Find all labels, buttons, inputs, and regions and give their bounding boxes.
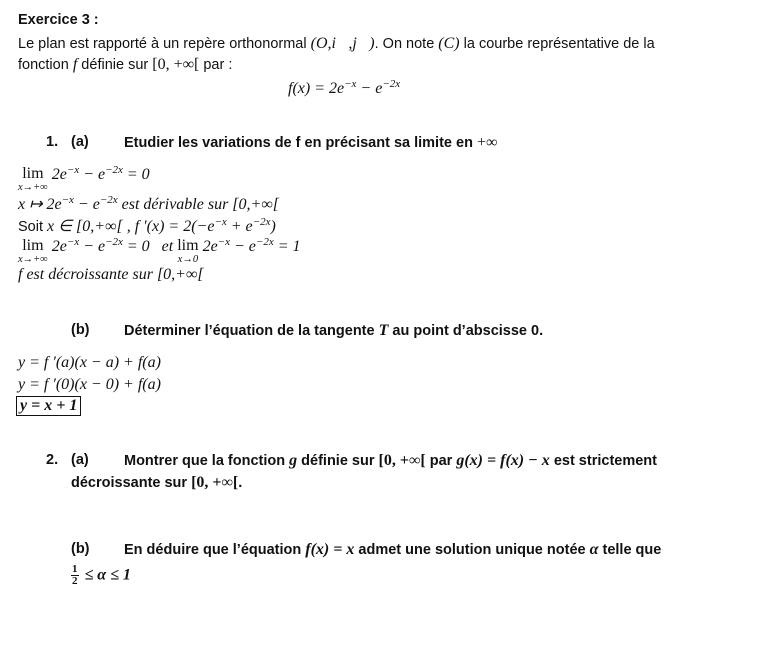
expr: ) [270, 218, 276, 235]
expr: 2e [198, 238, 218, 255]
question-2a-text-line-2 [71, 474, 242, 492]
expr: x ↦ 2e [18, 196, 62, 213]
intro-text: Le plan est rapporté à un repère orthonormal [18, 36, 311, 52]
exponent: −x [217, 236, 230, 248]
alpha-symbol: α [589, 541, 599, 558]
function-name: f [72, 56, 78, 73]
question-text: est strictement [549, 453, 657, 469]
fraction-denominator: 2 [72, 575, 78, 587]
expr: = 0 et [122, 238, 178, 255]
question-text: décroissante sur [71, 475, 192, 491]
question-2b-text [124, 541, 661, 559]
answer-1-line-derivative [18, 216, 276, 236]
function-name: g [289, 452, 298, 469]
question-text: En déduire que l’équation [124, 542, 306, 558]
domain-notation: [0, +∞[ [191, 474, 239, 491]
exponent: −2x [252, 216, 271, 228]
answer-1-line-limit [18, 166, 150, 194]
question-text: Etudier les variations de f en précisant sa limite en [124, 135, 477, 151]
tangent-name: T [378, 322, 389, 339]
exponent: −2x [105, 164, 123, 176]
question-1b-text [124, 322, 543, 340]
lim-subscript: x→0 [177, 254, 199, 265]
question-2-number: 2. [46, 452, 59, 468]
intro-line-2 [18, 56, 232, 74]
inequality: ≤ α ≤ 1 [80, 566, 131, 584]
lim-text: lim [22, 237, 44, 254]
function-equation: g(x) = f(x) − x [456, 452, 550, 469]
expr: = 1 [273, 238, 301, 255]
lim-text: lim [22, 165, 44, 182]
answer-1-line-derivable [18, 194, 279, 214]
answer-1-line-conclusion: f est décroissante sur [0,+∞[ [18, 266, 204, 283]
question-2a-label: (a) [71, 452, 89, 468]
question-1a-label: (a) [71, 134, 89, 150]
expr: 2e [47, 238, 67, 255]
question-text: Déterminer l’équation de la tangente [124, 323, 379, 339]
intro-text: définie sur [77, 57, 153, 73]
question-text: . [238, 475, 243, 491]
question-text: par [425, 453, 457, 469]
expr: − e [79, 238, 106, 255]
question-1a-text [124, 134, 497, 152]
question-text: Montrer que la fonction [124, 453, 290, 469]
infinity-symbol: +∞ [476, 134, 498, 151]
expr: 2e [47, 166, 67, 183]
exponent: −2x [105, 236, 123, 248]
question-text: telle que [598, 542, 662, 558]
lim-text: lim [177, 237, 199, 254]
question-2b-label: (b) [71, 541, 90, 557]
lim-subscript: x→+∞ [18, 182, 48, 193]
def-part: − e [356, 80, 383, 97]
exponent: −2x [255, 236, 274, 248]
intro-text: la courbe représentative de la [459, 36, 655, 52]
intro-text: par : [199, 57, 233, 73]
soit-text: Soit [18, 219, 48, 235]
intro-text: . On note [374, 36, 439, 52]
question-text: définie sur [297, 453, 379, 469]
expr: − e [79, 166, 106, 183]
answer-2-line-1: y = f ′(a)(x − a) + f(a) [18, 354, 161, 371]
lim-subscript: x→+∞ [18, 254, 48, 265]
expr: − e [73, 196, 100, 213]
exponent: −2x [99, 194, 118, 206]
exponent: −x [66, 236, 80, 248]
curve-notation: (C) [438, 35, 460, 52]
exponent: −x [66, 164, 80, 176]
expr: − e [229, 238, 256, 255]
exponent: −x [61, 194, 74, 206]
limit-operator [177, 238, 198, 266]
def-part: f(x) = 2e [288, 80, 345, 97]
question-1-number: 1. [46, 134, 59, 150]
fraction-one-half [71, 564, 79, 587]
intro-line-1 [18, 35, 655, 53]
expr: x ∈ [0,+∞[ , f ′(x) = 2(−e [47, 218, 215, 235]
domain-notation: [0, +∞[ [152, 56, 200, 73]
equation: f(x) = x [305, 541, 355, 558]
fraction-numerator: 1 [72, 563, 78, 575]
question-2a-text [124, 452, 657, 470]
domain-notation: [0, +∞[ [378, 452, 426, 469]
intro-text: fonction [18, 57, 73, 73]
limit-operator [18, 238, 48, 266]
expr: = 0 [122, 166, 150, 183]
expr: est dérivable sur [0,+∞[ [117, 196, 279, 213]
question-2b-inequality [71, 564, 131, 587]
answer-1-line-limits [18, 238, 301, 266]
exponent: −x [344, 78, 357, 90]
exponent: −x [214, 216, 227, 228]
question-1b-label: (b) [71, 322, 90, 338]
function-definition [288, 80, 400, 98]
exponent: −2x [382, 78, 401, 90]
answer-2-boxed-result: y = x + 1 [16, 396, 81, 416]
exercise-title: Exercice 3 : [18, 12, 99, 28]
expr: + e [226, 218, 253, 235]
frame-notation: (O,i⃗,j⃗) [310, 35, 375, 52]
answer-2-line-2: y = f ′(0)(x − 0) + f(a) [18, 376, 161, 393]
question-text: admet une solution unique notée [354, 542, 590, 558]
limit-operator [18, 166, 48, 194]
question-text: au point d’abscisse 0. [388, 323, 544, 339]
